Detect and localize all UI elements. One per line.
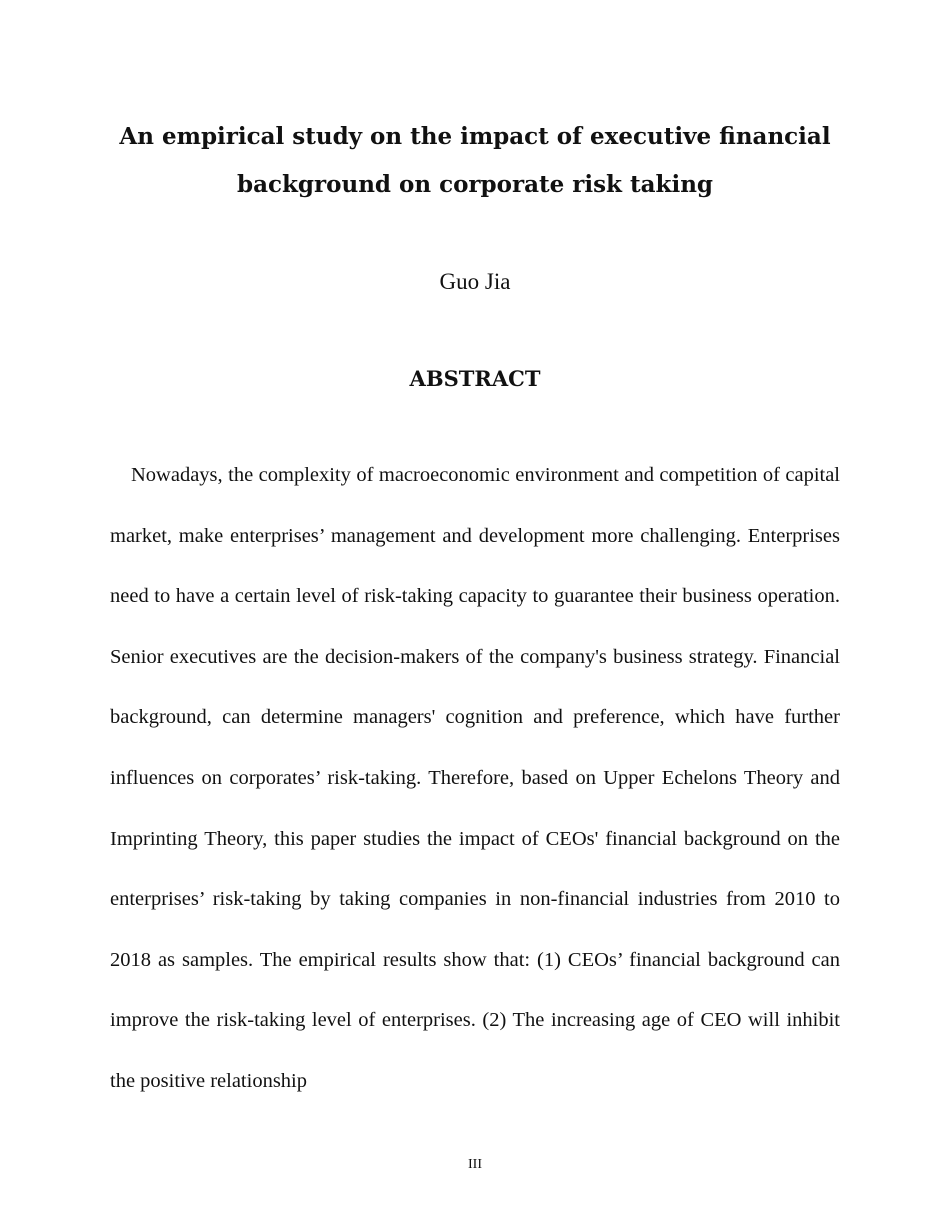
paper-title: An empirical study on the impact of executive financial background on corporate risk taking — [119, 123, 831, 198]
author-name: Guo Jia — [439, 269, 511, 294]
abstract-paragraph: Nowadays, the complexity of macroeconomic environment and competition of capital market, make enterprises’ management and development more challenging. Enterprises need to have a certain level of risk-taking capacity to guarantee their business operation. Senior executives are the decision-makers of the company's business strategy. Financial background, can determine managers' cognition and preference, which have further influences on corporates’ risk-taking. Therefore, based on Upper Echelons Theory and Imprinting Theory, this paper studies the impact of CEOs' financial background on the enterprises’ risk-taking by taking companies in non-financial industries from 2010 to 2018 as samples. The empirical results show that: (1) CEOs’ financial background can improve the risk-taking level of enterprises. (2) The increasing age of CEO will inhibit the positive relationship — [110, 464, 840, 1092]
abstract-heading: ABSTRACT — [409, 366, 541, 391]
page-number: III — [468, 1157, 482, 1172]
